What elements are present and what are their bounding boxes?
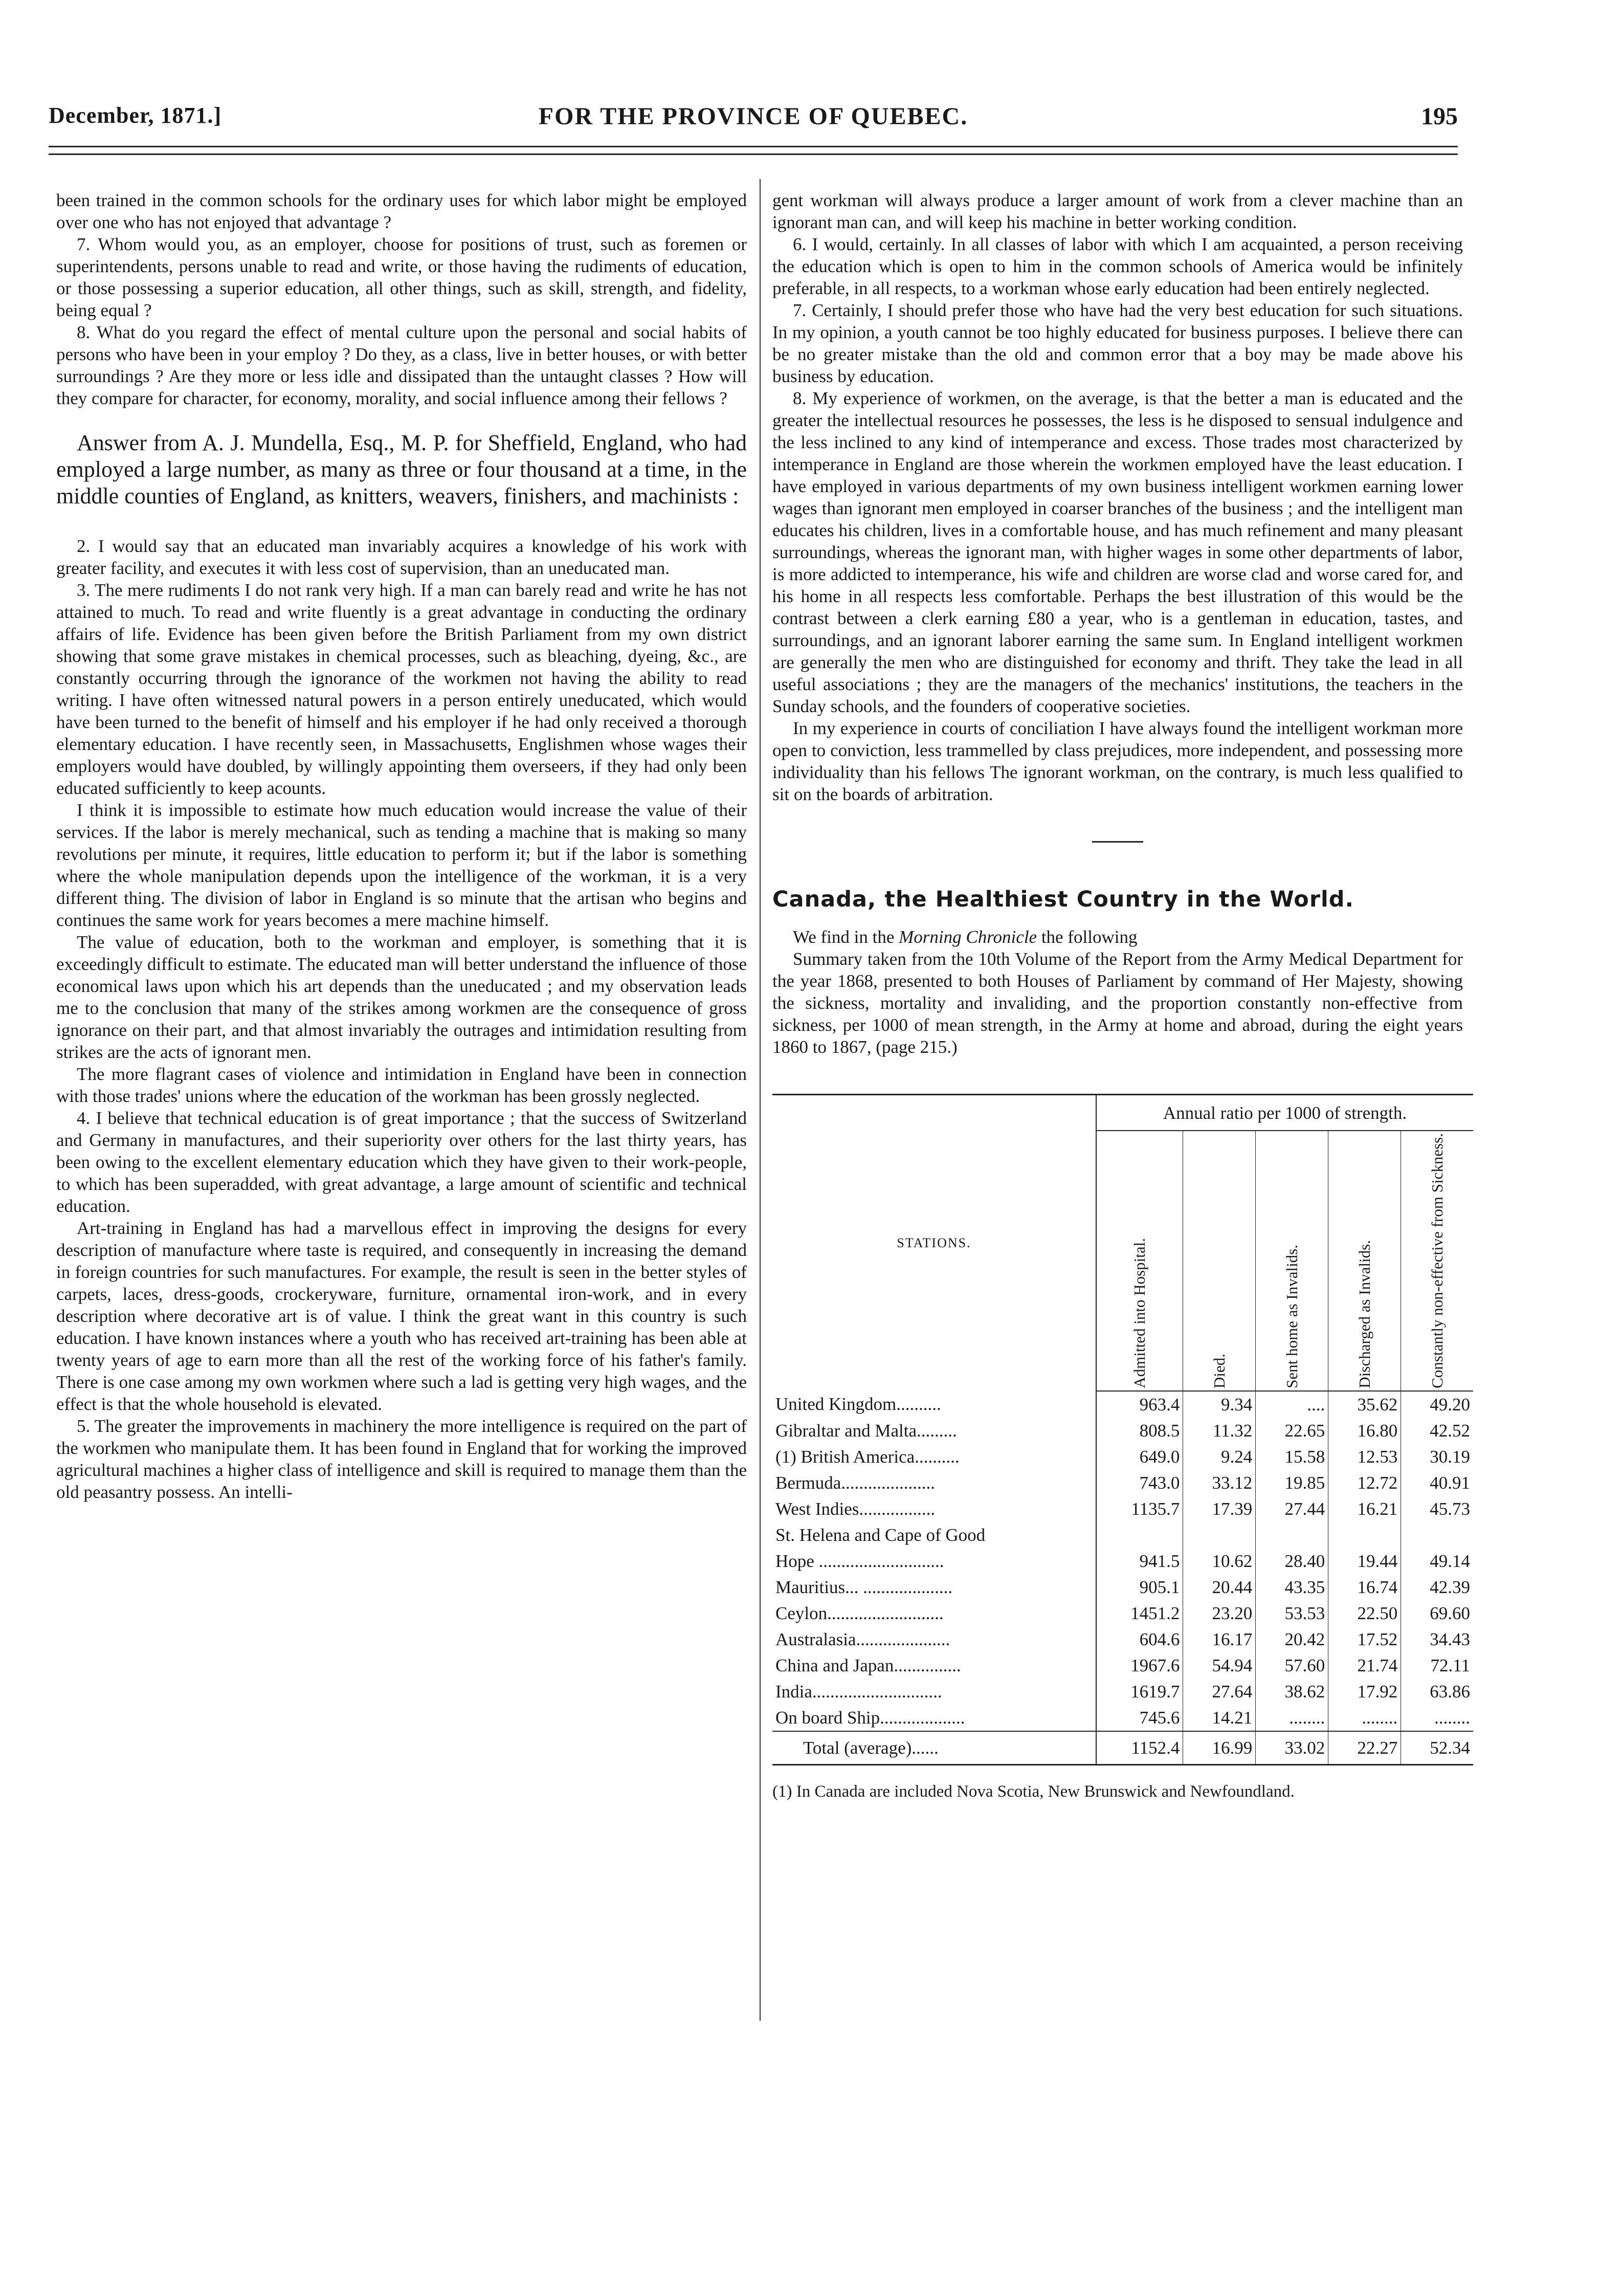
- header-rule-bottom: [49, 153, 1458, 155]
- cell-value: 941.5: [1096, 1548, 1183, 1574]
- table-row: [772, 1652, 1473, 1679]
- cell-value: 14.21: [1183, 1705, 1256, 1731]
- table-row: [772, 1626, 1473, 1652]
- cell-value: 22.50: [1328, 1600, 1401, 1626]
- header-title: FOR THE PROVINCE OF QUEBEC.: [538, 103, 968, 130]
- table-body: [772, 1391, 1473, 1765]
- station-name: West Indies.................: [772, 1496, 1096, 1522]
- newspaper-name: Morning Chronicle: [899, 927, 1037, 947]
- cell-value: 38.62: [1256, 1679, 1328, 1705]
- table-footnote: (1) In Canada are included Nova Scotia, New Brunswick and Newfoundland.: [772, 1782, 1295, 1801]
- cell-value: 22.27: [1328, 1731, 1401, 1765]
- cell-value: ....: [1256, 1391, 1328, 1418]
- table-row: [772, 1705, 1473, 1731]
- cell-value: 9.34: [1183, 1391, 1256, 1418]
- station-name: Gibraltar and Malta.........: [772, 1418, 1096, 1444]
- answer-4: 4. I believe that technical education is of great importance ; that the success of Switzerland and Germany in manufactures, and their superiority over others for the last thirty years, has been owing to the excellent elementary education which they have given to their work-people, to which has been superadded, with great advantage, a large amount of scientific and technical education.: [56, 1108, 747, 1216]
- cell-value: 12.53: [1328, 1444, 1401, 1470]
- station-name: Mauritius... ....................: [772, 1574, 1096, 1600]
- table-row: [772, 1391, 1473, 1418]
- cell-value: 52.34: [1401, 1731, 1473, 1765]
- cell-value: 16.21: [1328, 1496, 1401, 1522]
- station-name: China and Japan...............: [772, 1652, 1096, 1679]
- col-died-header: Died.: [1183, 1131, 1256, 1391]
- station-name: (1) British America..........: [772, 1444, 1096, 1470]
- cell-value: 1135.7: [1096, 1496, 1183, 1522]
- cell-value: 49.20: [1401, 1391, 1473, 1418]
- cell-value: 35.62: [1328, 1391, 1401, 1418]
- section-separator: [1092, 841, 1143, 843]
- section-title: Canada, the Healthiest Country in the World.: [772, 887, 1354, 912]
- cell-value: [1328, 1522, 1401, 1548]
- station-name: Ceylon..........................: [772, 1600, 1096, 1626]
- col-sent-home-header: Sent home as Invalids.: [1256, 1131, 1328, 1391]
- table-row: [772, 1600, 1473, 1626]
- cell-value: 17.92: [1328, 1679, 1401, 1705]
- cell-value: 34.43: [1401, 1626, 1473, 1652]
- station-name: Hope ............................: [772, 1548, 1096, 1574]
- question-8: 8. What do you regard the effect of mental culture upon the personal and social habits of persons who have been in your employ ? Do they, as a class, live in better houses, or with better surroundings ? Are they more or less idle and dissipated than the untaught classes ? How will they compare for character, for economy, morality, and social influence among their fellows ?: [56, 322, 747, 408]
- summary-paragraph: Summary taken from the 10th Volume of the Report from the Army Medical Department for the year 1868, presented to both Houses of Parliament by command of Her Majesty, showing the sickness, mortality and invaliding, and the proportion constantly non-effective from sickness, per 1000 of mean strength, in the Army at home and abroad, during the eight years 1860 to 1867, (page 215.): [772, 949, 1463, 1057]
- table-row: [772, 1548, 1473, 1574]
- answer-heading: Answer from A. J. Mundella, Esq., M. P. for Sheffield, England, who had employed a large number, as many as three or four thousand at a time, in the middle counties of England, as knitters, weavers, finishers, and machinists :: [56, 430, 747, 509]
- cell-value: 16.99: [1183, 1731, 1256, 1765]
- right-column: [772, 189, 1470, 1802]
- cell-value: 1451.2: [1096, 1600, 1183, 1626]
- column-divider: [760, 179, 761, 2021]
- answer-2: 2. I would say that an educated man invariably acquires a knowledge of his work with greater facility, and executes it with less cost of supervision, than an uneducated man.: [56, 536, 747, 578]
- cell-value: 33.02: [1256, 1731, 1328, 1765]
- question-7: 7. Whom would you, as an employer, choose for positions of trust, such as foremen or superintendents, persons unable to read and write, or those having the rudiments of education, or those possessing a superior education, all other things, such as skill, strength, and fidelity, being equal ?: [56, 234, 747, 320]
- statistics-table: [772, 1094, 1473, 1765]
- left-column: [56, 189, 747, 1503]
- cell-value: 69.60: [1401, 1600, 1473, 1626]
- table-row: [772, 1522, 1473, 1548]
- cell-value: 10.62: [1183, 1548, 1256, 1574]
- cell-value: 33.12: [1183, 1470, 1256, 1496]
- cell-value: 905.1: [1096, 1574, 1183, 1600]
- cell-value: 16.74: [1328, 1574, 1401, 1600]
- answer-7: 7. Certainly, I should prefer those who have had the very best education for such situations. In my opinion, a youth cannot be too highly educated for business purposes. I believe there can be no greater mistake than the old and common error that a boy may be made above his business by education.: [772, 300, 1463, 386]
- cell-value: 745.6: [1096, 1705, 1183, 1731]
- page-number: 195: [1421, 103, 1458, 130]
- cell-value: 16.17: [1183, 1626, 1256, 1652]
- cell-value: [1256, 1522, 1328, 1548]
- cell-value: 72.11: [1401, 1652, 1473, 1679]
- station-name: United Kingdom..........: [772, 1391, 1096, 1418]
- answer-art-training: Art-training in England has had a marvellous effect in improving the designs for every description of manufacture where taste is required, and consequently in increasing the demand in foreign countries for such manufactures. For example, the result is seen in the better styles of carpets, laces, dress-goods, crockeryware, furniture, ornamental iron-work, and in every description where decorative art is of value. I think the great want in this country is such education. I have known instances where a youth who has received art-training has been able at twenty years of age to earn more than all the rest of the working force of his father's family. There is one case among my own workmen where such a lad is getting very high wages, and the effect is that the whole household is elevated.: [56, 1218, 747, 1414]
- answer-8: 8. My experience of workmen, on the average, is that the better a man is educated and the greater the intellectual resources he possesses, the less is he disposed to sensual indulgence and the less inclined to any kind of intemperance and excess. Those trades most characterized by intemperance in England are those wherein the workmen employed have the least education. I have employed in various departments of my own business intelligent workmen earning lower wages than ignorant men employed in coarser branches of the business ; and the intelligent man educates his children, lives in a comfortable house, and has much refinement and many pleasant surroundings, whereas the ignorant man, with higher wages in some other departments of labor, is more addicted to intemperance, his wife and children are worse clad and worse cared for, and his home in all respects less comfortable. Perhaps the best illustration of this would be the contrast between a clerk earning £80 a year, who is a gentleman in education, tastes, and surroundings, and an ignorant laborer earning the same sum. In England intelligent workmen are generally the men who are distinguished for economy and thrift. They take the lead in all useful associations ; they are the managers of the mechanics' institutions, the teachers in the Sunday schools, and the founders of cooperative societies.: [772, 388, 1463, 716]
- cell-value: 22.65: [1256, 1418, 1328, 1444]
- header-date: December, 1871.]: [49, 103, 222, 128]
- cell-value: 743.0: [1096, 1470, 1183, 1496]
- cell-value: 28.40: [1256, 1548, 1328, 1574]
- stations-header: STATIONS.: [772, 1095, 1096, 1391]
- cell-value: 9.24: [1183, 1444, 1256, 1470]
- col-non-effective-header: Constantly non-effective from Sickness.: [1401, 1131, 1473, 1391]
- cell-value: 17.39: [1183, 1496, 1256, 1522]
- table-row: [772, 1444, 1473, 1470]
- cell-value: 42.39: [1401, 1574, 1473, 1600]
- answer-3-continued: I think it is impossible to estimate how much education would increase the value of their services. If the labor is merely mechanical, such as tending a machine that is making so many revolutions per minute, it requires, little education to perform it; but if the labor is something where the whole manipulation depends upon the intelligence of the workman, it is a very different thing. The division of labor in England is so minute that the artisan who begins and continues the same work for years becomes a mere machine himself.: [56, 800, 747, 930]
- cell-value: 27.64: [1183, 1679, 1256, 1705]
- cell-value: 40.91: [1401, 1470, 1473, 1496]
- station-name: Australasia.....................: [772, 1626, 1096, 1652]
- cell-value: 649.0: [1096, 1444, 1183, 1470]
- table-row: [772, 1470, 1473, 1496]
- station-name: Bermuda.....................: [772, 1470, 1096, 1496]
- cell-value: 21.74: [1328, 1652, 1401, 1679]
- answer-6: 6. I would, certainly. In all classes of labor with which I am acquainted, a person receiving the education which is open to him in the common schools of America would be infinitely preferable, in all respects, to a workman whose early education had been entirely neglected.: [772, 234, 1463, 298]
- question-continuation: been trained in the common schools for the ordinary uses for which labor might be employed over one who has not enjoyed that advantage ?: [56, 190, 747, 232]
- station-name: India.............................: [772, 1679, 1096, 1705]
- cell-value: 23.20: [1183, 1600, 1256, 1626]
- table-row: [772, 1574, 1473, 1600]
- answer-3: 3. The mere rudiments I do not rank very high. If a man can barely read and write he has not attained to much. To read and write fluently is a great advantage in conducting the ordinary affairs of life. Evidence has been given before the British Parliament from my own district showing that some grave mistakes in chemical processes, such as bleaching, dyeing, &c., are constantly occurring through the ignorance of the workmen not having the ability to read writing. I have often witnessed natural powers in a person entirely uneducated, which would have been turned to the benefit of himself and his employer if he had only received a thorough elementary education. I have recently seen, in Massachusetts, Englishmen whose wages their employers would have doubled, by willingly appointing them overseers, if they had only been educated sufficiently to keep acounts.: [56, 580, 747, 798]
- cell-value: 1967.6: [1096, 1652, 1183, 1679]
- station-name: On board Ship...................: [772, 1705, 1096, 1731]
- intro-lead: We find in the: [793, 927, 895, 947]
- cell-value: 45.73: [1401, 1496, 1473, 1522]
- answer-value-of-education: The value of education, both to the workman and employer, is something that it is exceedingly difficult to estimate. The educated man will better understand the influence of those economical laws upon which his art depends than the uneducated ; and my observation leads me to the conclusion that many of the strikes among workmen are the consequence of gross ignorance on their part, and that almost invariably the outrages and intimidation resulting from strikes are the acts of ignorant men.: [56, 932, 747, 1062]
- answer-5-continued: gent workman will always produce a larger amount of work from a clever machine than an ignorant man can, and will keep his machine in better working condition.: [772, 190, 1463, 232]
- cell-value: 808.5: [1096, 1418, 1183, 1444]
- answer-conciliation: In my experience in courts of conciliation I have always found the intelligent workman more open to conviction, less trammelled by class prejudices, more independent, and possessing more individuality than his fellows The ignorant workman, on the contrary, is much less qualified to sit on the boards of arbitration.: [772, 718, 1463, 804]
- cell-value: 20.44: [1183, 1574, 1256, 1600]
- cell-value: 1152.4: [1096, 1731, 1183, 1765]
- cell-value: [1401, 1522, 1473, 1548]
- answer-5: 5. The greater the improvements in machinery the more intelligence is required on the part of the workmen who manipulate them. It has been found in England that for working the improved agricultural machines a higher class of intelligence and skill is required to manage them than the old peasantry possess. An intelli-: [56, 1416, 747, 1502]
- cell-value: 42.52: [1401, 1418, 1473, 1444]
- cell-value: ........: [1256, 1705, 1328, 1731]
- intro-tail: the following: [1041, 927, 1138, 947]
- cell-value: 49.14: [1401, 1548, 1473, 1574]
- cell-value: 57.60: [1256, 1652, 1328, 1679]
- table-total-row: [772, 1731, 1473, 1765]
- cell-value: 27.44: [1256, 1496, 1328, 1522]
- cell-value: 19.85: [1256, 1470, 1328, 1496]
- cell-value: 11.32: [1183, 1418, 1256, 1444]
- cell-value: 16.80: [1328, 1418, 1401, 1444]
- cell-value: 20.42: [1256, 1626, 1328, 1652]
- answer-violence: The more flagrant cases of violence and intimidation in England have been in connection with those trades' unions where the education of the workman has been grossly neglected.: [56, 1064, 747, 1106]
- cell-value: 17.52: [1328, 1626, 1401, 1652]
- cell-value: [1183, 1522, 1256, 1548]
- table-row: [772, 1418, 1473, 1444]
- annual-ratio-header: Annual ratio per 1000 of strength.: [1096, 1095, 1473, 1131]
- cell-value: 53.53: [1256, 1600, 1328, 1626]
- table-row: [772, 1679, 1473, 1705]
- header-rule-top: [49, 146, 1458, 147]
- cell-value: 19.44: [1328, 1548, 1401, 1574]
- cell-value: 963.4: [1096, 1391, 1183, 1418]
- col-admitted-header: Admitted into Hospital.: [1096, 1131, 1183, 1391]
- station-name: St. Helena and Cape of Good: [772, 1522, 1096, 1548]
- table-row: [772, 1496, 1473, 1522]
- cell-value: 1619.7: [1096, 1679, 1183, 1705]
- intro-line: [772, 926, 1463, 948]
- cell-value: 12.72: [1328, 1470, 1401, 1496]
- page-header: [49, 102, 1458, 138]
- cell-value: 30.19: [1401, 1444, 1473, 1470]
- cell-value: 54.94: [1183, 1652, 1256, 1679]
- cell-value: [1096, 1522, 1183, 1548]
- cell-value: ........: [1401, 1705, 1473, 1731]
- station-name: Total (average)......: [772, 1731, 1096, 1765]
- cell-value: 604.6: [1096, 1626, 1183, 1652]
- cell-value: 15.58: [1256, 1444, 1328, 1470]
- cell-value: ........: [1328, 1705, 1401, 1731]
- col-discharged-header: Discharged as Invalids.: [1328, 1131, 1401, 1391]
- cell-value: 63.86: [1401, 1679, 1473, 1705]
- cell-value: 43.35: [1256, 1574, 1328, 1600]
